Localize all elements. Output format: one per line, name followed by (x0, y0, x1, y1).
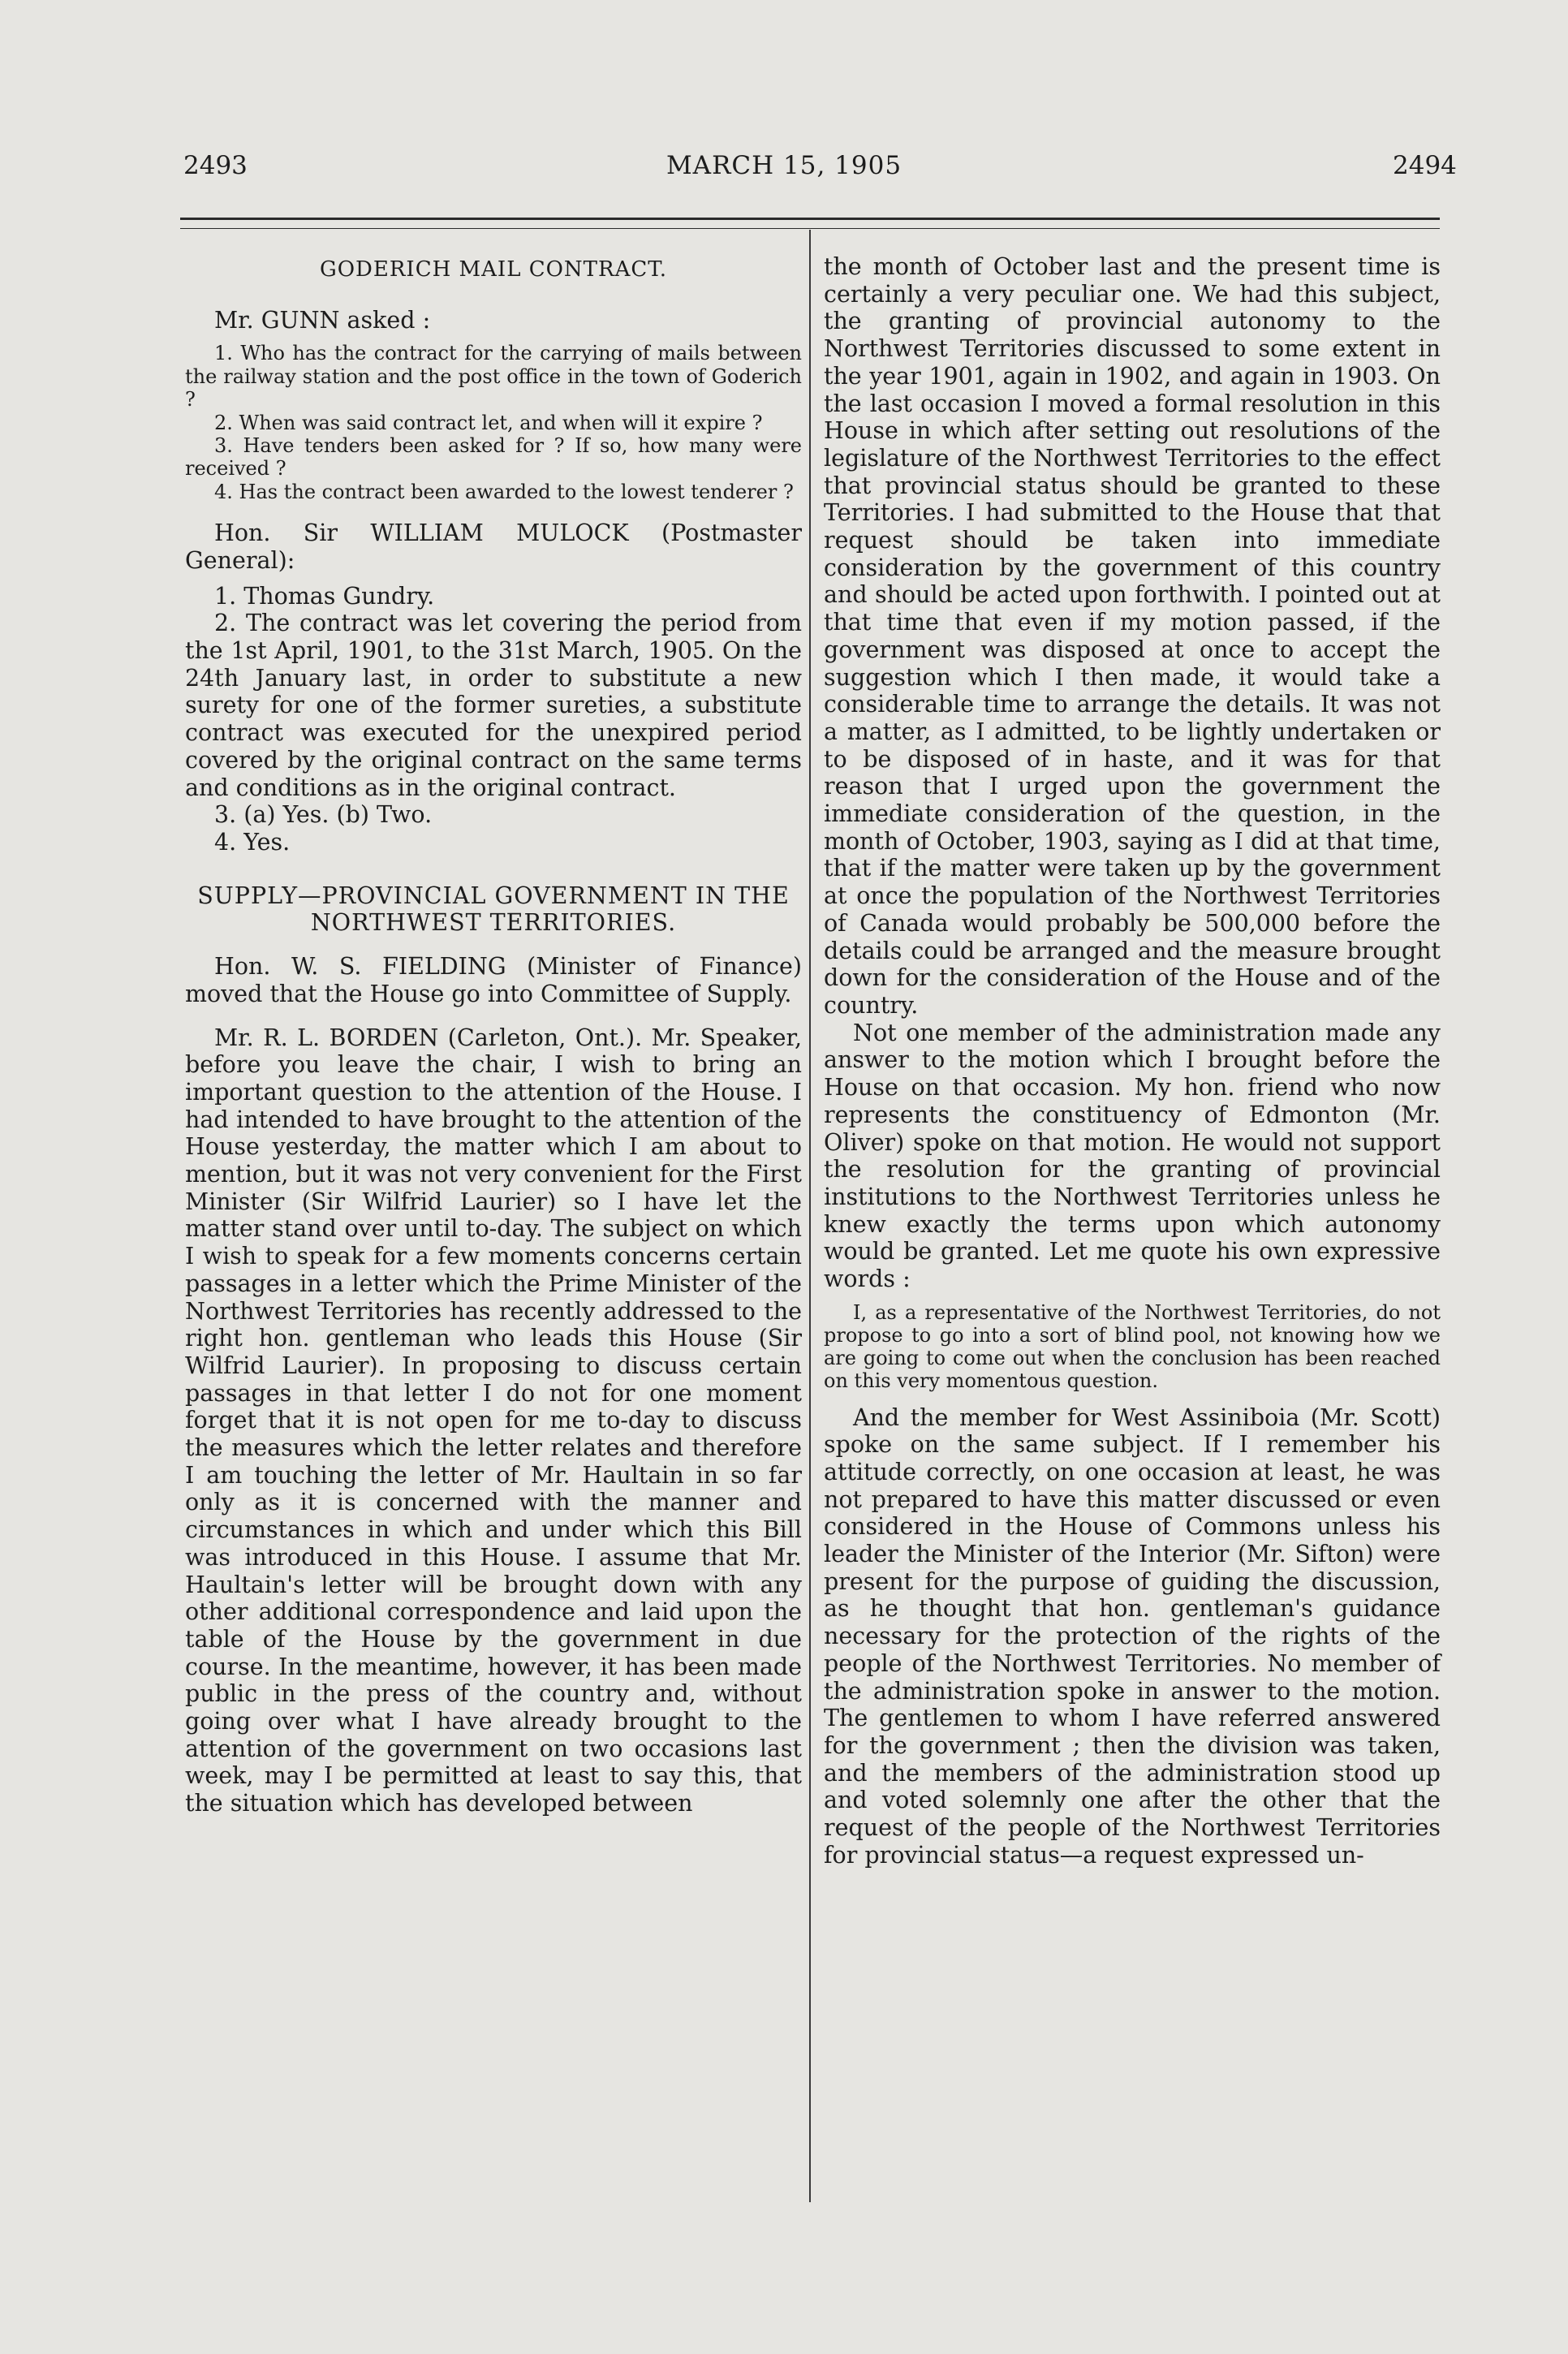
answer-item: 1. Thomas Gundry. (214, 582, 435, 610)
question-item: 4. Has the contract been awarded to the lowest tenderer ? (214, 480, 794, 503)
page-date: MARCH 15, 1905 (666, 151, 902, 180)
question-item: 3. Have tenders been asked for ? If so, how many were received ? (185, 434, 802, 481)
motion-paragraph: Hon. W. S. FIELDING (Minister of Finance) moved that the House go into Committee of Supply. (185, 953, 802, 1007)
question-item: 2. When was said contract let, and when will it expire ? (214, 411, 763, 434)
speech-paragraph: the month of October last and the present time is certainly a very peculiar one. We had this subject, the granting of provincial autonomy to the Northwest Territories discussed to some extent in the year 1901, again in 1902, and again in 1903. On the last occasion I moved a formal resolution in this House in which after setting out resolutions of the legislature of the Northwest Territories to the effect that provincial status should be granted to these Territories. I had submitted to the House that that request should be taken into immediate consideration by the government of this country and should be acted upon forthwith. I pointed out at that time that even if my motion passed, if the government was disposed at once to accept the suggestion which I then made, it would take a considerable time to arrange the details. It was not a matter, as I admitted, to be lightly undertaken or to be disposed of in haste, and it was for that reason that I urged upon the government the immediate consideration of the question, in the month of October, 1903, saying as I did at that time, that if the matter were taken up by the government at once the population of the Northwest Territories of Canada would probably be 500,000 before the details could be arranged and the measure brought down for the consideration of the House and of the country. (824, 253, 1441, 1019)
section-heading-goderich: GODERICH MAIL CONTRACT. (319, 257, 668, 282)
question-item: 1. Who has the contract for the carrying of mails between the railway station and the post office in the town of Goderich ? (185, 342, 802, 412)
speech-paragraph: Not one member of the administration made any answer to the motion which I brought before the House on that occasion. My hon. friend who now represents the constituency of Edmonton (Mr. Oliver) spoke on that motion. He would not support the resolution for the granting of provincial institutions to the Northwest Territories unless he knew exactly the terms upon which autonomy would be granted. Let me quote his own expressive words : (824, 1019, 1441, 1293)
left-column (185, 253, 802, 1817)
answer-item: 2. The contract was let covering the period from the 1st April, 1901, to the 31st March, 1905. On the 24th January last, in order to substitute a new surety for one of the former sureties, a substitute contract was executed for the unexpired period covered by the original contract on the same terms and conditions as in the original contract. (185, 610, 802, 801)
question-asker: Mr. GUNN asked : (214, 306, 431, 334)
borden-speech: Mr. R. L. BORDEN (Carleton, Ont.). Mr. Speaker, before you leave the chair, I wish to bring an important question to the attention of the House. I had intended to have brought to the attention of the House yesterday, the matter which I am about to mention, but it was not very convenient for the First Minister (Sir Wilfrid Laurier) so I have let the matter stand over until to-day. The subject on which I wish to speak for a few moments concerns certain passages in a letter which the Prime Minister of the Northwest Territories has recently addressed to the right hon. gentleman who leads this House (Sir Wilfrid Laurier). In proposing to discuss certain passages in that letter I do not for one moment forget that it is not open for me to-day to discuss the measures which the letter relates and therefore I am touching the letter of Mr. Haultain in so far only as it is concerned with the manner and circumstances in which and under which this Bill was introduced in this House. I assume that Mr. Haultain's letter will be brought down with any other additional correspondence and laid upon the table of the House by the government in due course. In the meantime, however, it has been made public in the press of the country and, without going over what I have already brought to the attention of the government on two occasions last week, may I be permitted at least to say this, that the situation which has developed between (185, 1024, 802, 1817)
responder: Hon. Sir WILLIAM MULOCK (Postmaster General): (185, 520, 802, 574)
answer-item: 4. Yes. (214, 828, 291, 856)
column-divider (809, 230, 811, 2202)
page-number-left: 2493 (183, 151, 248, 180)
header-rule-thin (180, 228, 1440, 229)
header-rule (180, 218, 1440, 220)
answer-item: 3. (a) Yes. (b) Two. (214, 801, 433, 829)
quotation: I, as a representative of the Northwest Territories, do not propose to go into a sort of blind pool, not knowing how we are going to come out when the conclusion has been reached on this very momentous question. (824, 1300, 1441, 1393)
speech-paragraph: And the member for West Assiniboia (Mr. Scott) spoke on the same subject. If I remember his attitude correctly, on one occasion at least, he was not prepared to have this matter discussed or even considered in the House of Commons unless his leader the Minister of the Interior (Mr. Sifton) were present for the purpose of guiding the discussion, as he thought that hon. gentleman's guidance necessary for the protection of the rights of the people of the Northwest Territories. No member of the administration spoke in answer to the motion. The gentlemen to whom I have referred answered for the government ; then the division was taken, and the members of the administration stood up and voted solemnly one after the other that the request of the people of the Northwest Territories for provincial status—a request expressed un- (824, 1403, 1441, 1869)
right-column (824, 253, 1441, 1869)
page-number-right: 2494 (1393, 151, 1457, 180)
section-heading-supply: SUPPLY—PROVINCIAL GOVERNMENT IN THE NORTHWEST TERRITORIES. (197, 882, 790, 937)
